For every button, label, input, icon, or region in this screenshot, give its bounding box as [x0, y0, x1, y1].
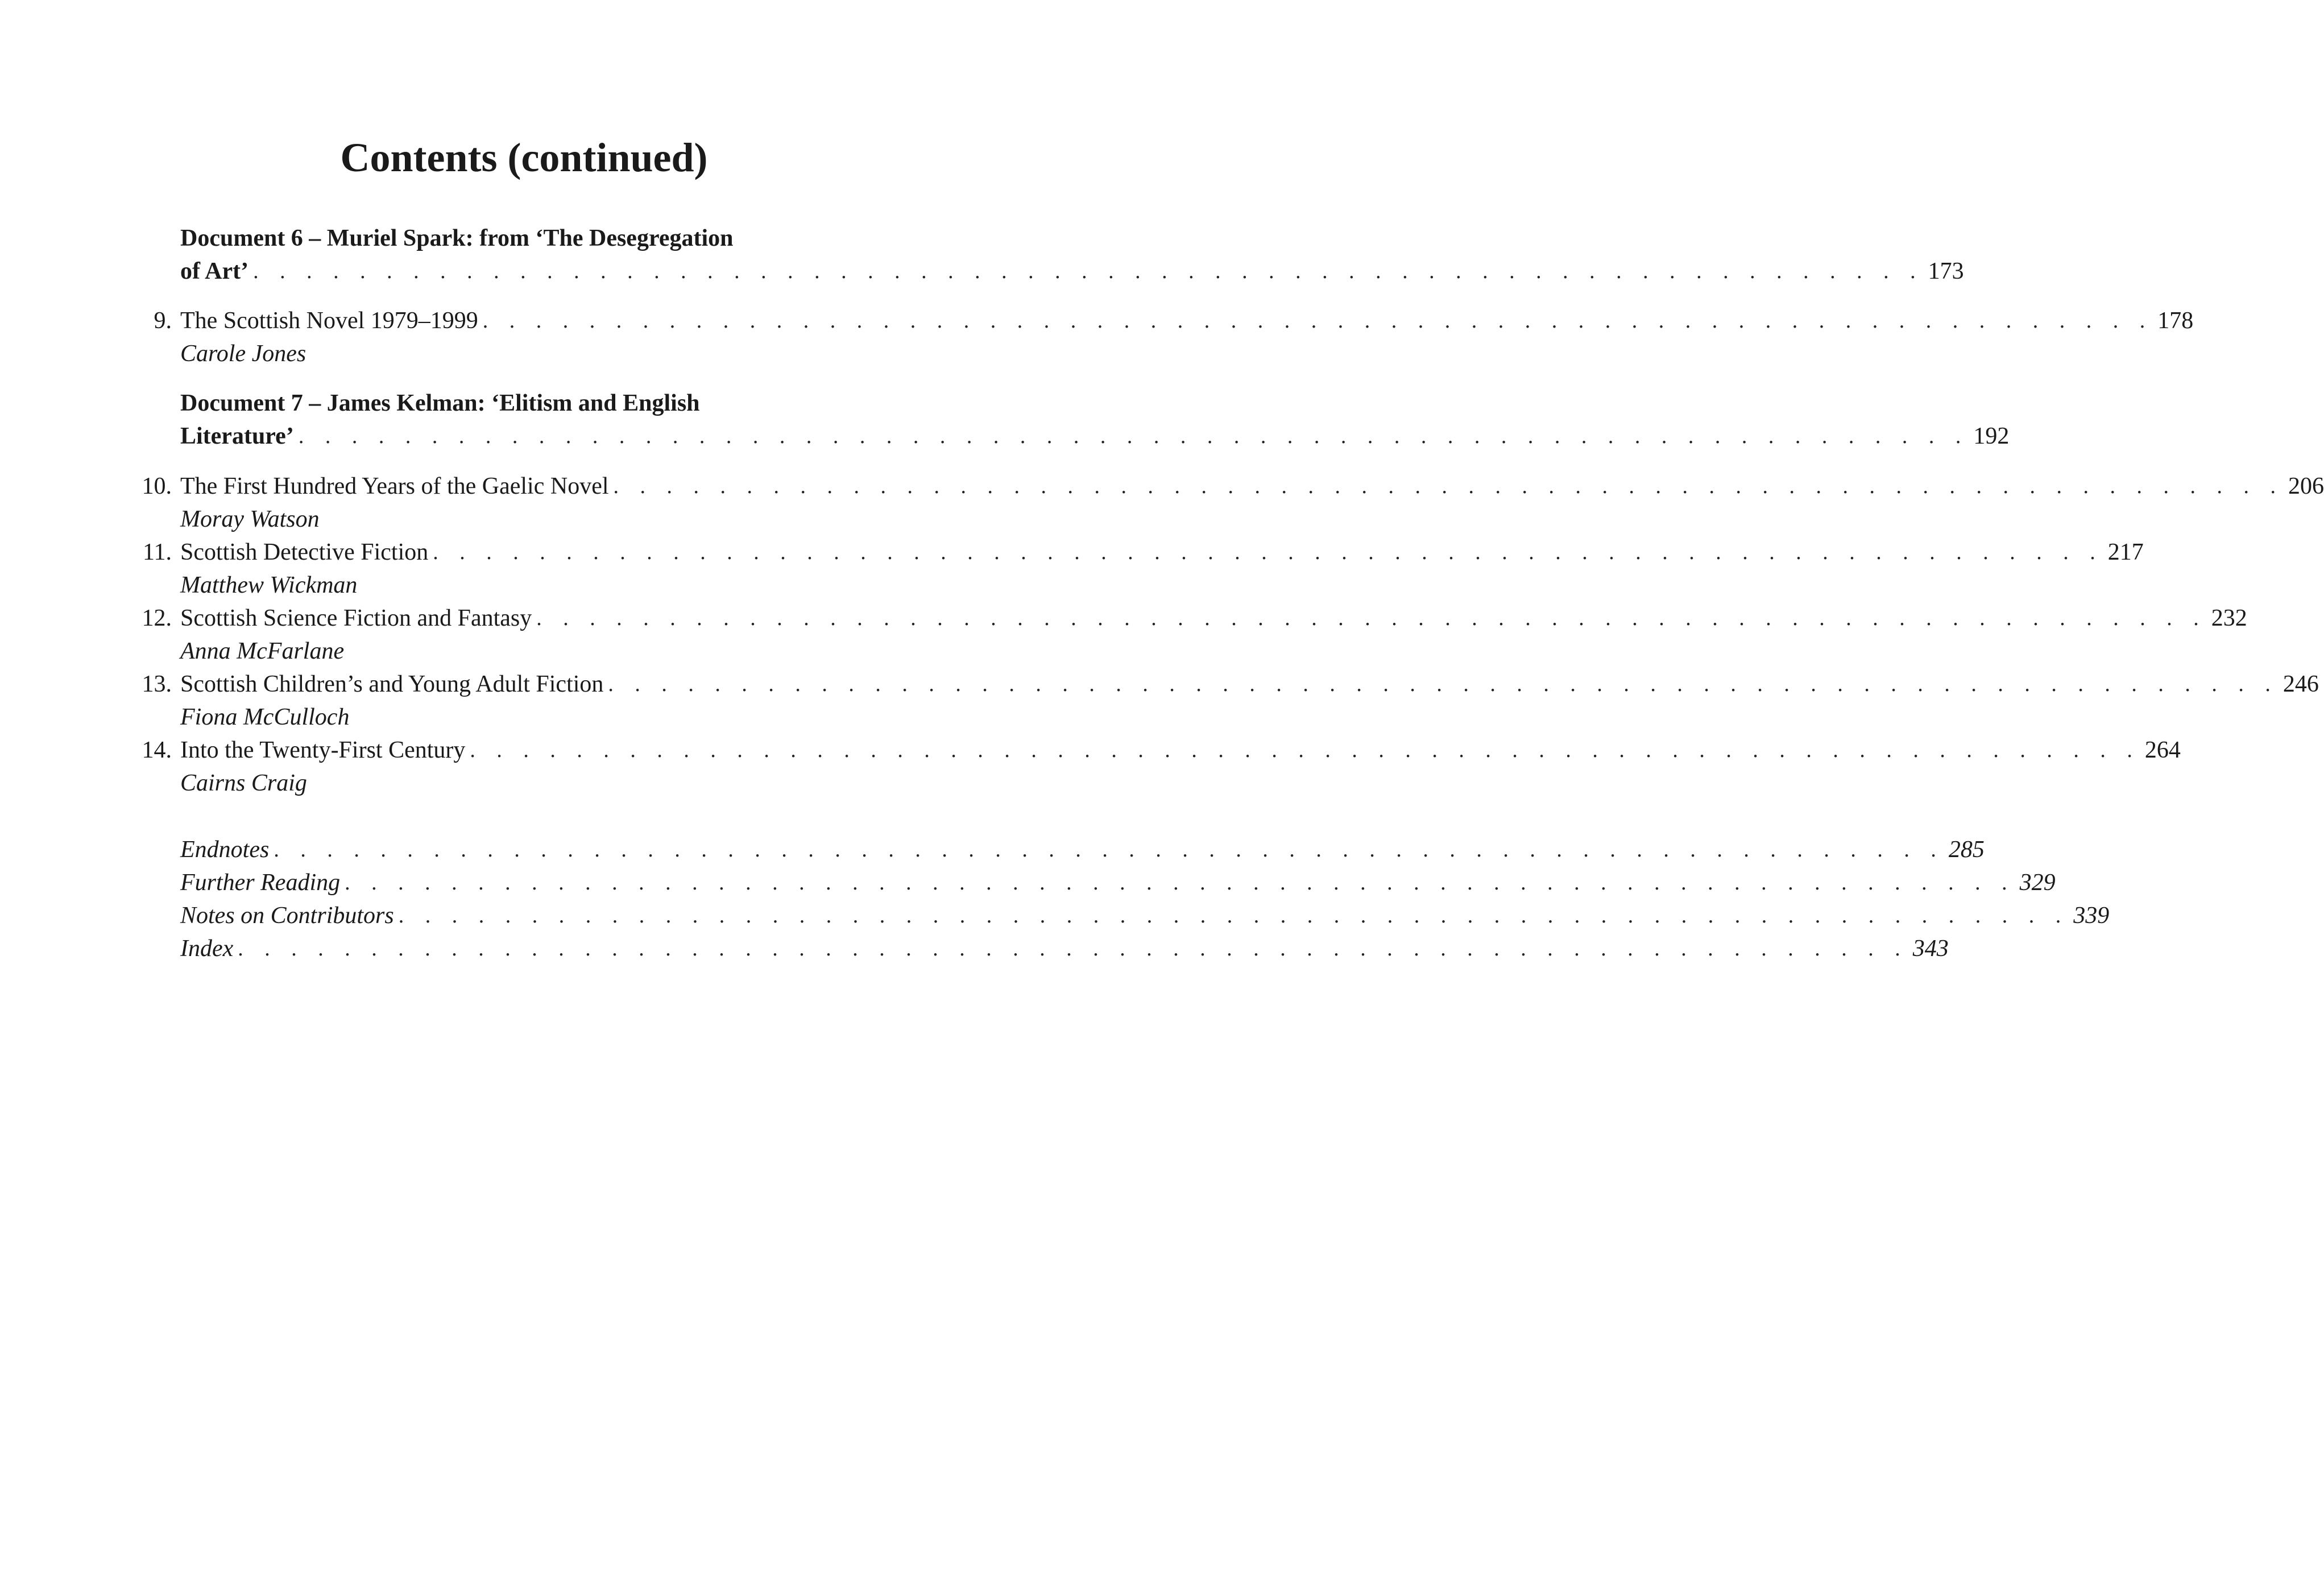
chapter-number: 14. — [142, 737, 172, 763]
toc-document-7-heading[interactable]: Document 7 – James Kelman: ‘Elitism and English — [180, 390, 700, 416]
page-number: 339 — [2073, 903, 2110, 929]
page-number: 217 — [2107, 539, 2144, 565]
page-number: 264 — [2144, 737, 2181, 763]
leader-dots: . . . . . . . . . . . . . . . . . . . . . . . . . . . . . . . . . . . . . . . . . . . . . . . . . . . . . . . . . . . . . . . — [536, 606, 2207, 630]
toc-chapter-10[interactable] — [180, 470, 2324, 503]
chapter-title: Scottish Science Fiction and Fantasy — [180, 605, 532, 631]
leader-dots: . . . . . . . . . . . . . . . . . . . . . . . . . . . . . . . . . . . . . . . . . . . . . . . . . . . . . . . . . . . . . . . — [238, 937, 1908, 961]
leader-dots: . . . . . . . . . . . . . . . . . . . . . . . . . . . . . . . . . . . . . . . . . . . . . . . . . . . . . . . . . . . . . . . — [253, 259, 1924, 283]
toc-chapter-14[interactable] — [180, 734, 2181, 767]
leader-dots: . . . . . . . . . . . . . . . . . . . . . . . . . . . . . . . . . . . . . . . . . . . . . . . . . . . . . . . . . . . . . . . — [274, 838, 1944, 862]
page-number: 329 — [2019, 870, 2056, 896]
chapter-author: Anna McFarlane — [180, 638, 345, 664]
chapter-number: 12. — [142, 605, 172, 631]
chapter-author: Cairns Craig — [180, 770, 307, 796]
leader-dots: . . . . . . . . . . . . . . . . . . . . . . . . . . . . . . . . . . . . . . . . . . . . . . . . . . . . . . . . . . . . . . . — [398, 904, 2069, 928]
chapter-number: 13. — [142, 671, 172, 697]
page-number: 232 — [2211, 605, 2247, 631]
chapter-author: Carole Jones — [180, 341, 306, 367]
toc-chapter-13[interactable] — [180, 668, 2319, 701]
leader-dots: . . . . . . . . . . . . . . . . . . . . . . . . . . . . . . . . . . . . . . . . . . . . . . . . . . . . . . . . . . . . . . . — [433, 540, 2103, 564]
page-number: 246 — [2282, 671, 2319, 697]
leader-dots: . . . . . . . . . . . . . . . . . . . . . . . . . . . . . . . . . . . . . . . . . . . . . . . . . . . . . . . . . . . . . . . — [298, 424, 1969, 448]
page-number: 285 — [1948, 837, 1985, 863]
leader-dots: . . . . . . . . . . . . . . . . . . . . . . . . . . . . . . . . . . . . . . . . . . . . . . . . . . . . . . . . . . . . . . . — [613, 474, 2284, 498]
toc-further-reading[interactable] — [180, 866, 2056, 899]
page-number: 192 — [1973, 423, 2010, 449]
toc-chapter-11[interactable] — [180, 536, 2144, 569]
page-number: 178 — [2157, 308, 2194, 334]
toc-chapter-9[interactable] — [180, 304, 2194, 337]
chapter-author: Matthew Wickman — [180, 572, 358, 598]
page-number: 206 — [2288, 473, 2324, 499]
page-title: Contents (continued) — [340, 135, 708, 180]
page-number: 343 — [1912, 936, 1949, 962]
leader-dots: . . . . . . . . . . . . . . . . . . . . . . . . . . . . . . . . . . . . . . . . . . . . . . . . . . . . . . . . . . . . . . . — [608, 672, 2279, 696]
toc-document-7-entry[interactable] — [180, 420, 2010, 453]
toc-index[interactable] — [180, 932, 1949, 965]
chapter-title: The First Hundred Years of the Gaelic Novel — [180, 473, 609, 499]
toc-chapter-12[interactable] — [180, 602, 2247, 635]
toc-document-7-title-end: Literature’ — [180, 423, 294, 449]
toc-document-6-title-end: of Art’ — [180, 258, 249, 284]
leader-dots: . . . . . . . . . . . . . . . . . . . . . . . . . . . . . . . . . . . . . . . . . . . . . . . . . . . . . . . . . . . . . . . — [482, 309, 2153, 333]
chapter-title: Scottish Children’s and Young Adult Fiction — [180, 671, 604, 697]
chapter-number: 10. — [142, 473, 172, 499]
chapter-title: Scottish Detective Fiction — [180, 539, 429, 565]
leader-dots: . . . . . . . . . . . . . . . . . . . . . . . . . . . . . . . . . . . . . . . . . . . . . . . . . . . . . . . . . . . . . . . — [345, 871, 2015, 895]
toc-endnotes[interactable] — [180, 833, 1985, 866]
back-matter-label: Endnotes — [180, 837, 270, 863]
chapter-author: Moray Watson — [180, 506, 320, 532]
leader-dots: . . . . . . . . . . . . . . . . . . . . . . . . . . . . . . . . . . . . . . . . . . . . . . . . . . . . . . . . . . . . . . . — [470, 738, 2140, 762]
chapter-number: 11. — [143, 539, 172, 565]
back-matter-label: Further Reading — [180, 870, 341, 896]
chapter-title: Into the Twenty-First Century — [180, 737, 466, 763]
chapter-author: Fiona McCulloch — [180, 704, 350, 730]
toc-document-6-entry[interactable] — [180, 255, 1964, 288]
back-matter-label: Index — [180, 936, 234, 962]
toc-notes-on-contributors[interactable] — [180, 899, 2110, 932]
toc-document-6-heading[interactable]: Document 6 – Muriel Spark: from ‘The Desegregation — [180, 225, 734, 251]
page-number: 173 — [1928, 258, 1964, 284]
chapter-title: The Scottish Novel 1979–1999 — [180, 308, 478, 334]
back-matter-label: Notes on Contributors — [180, 903, 394, 929]
chapter-number: 9. — [154, 308, 172, 334]
